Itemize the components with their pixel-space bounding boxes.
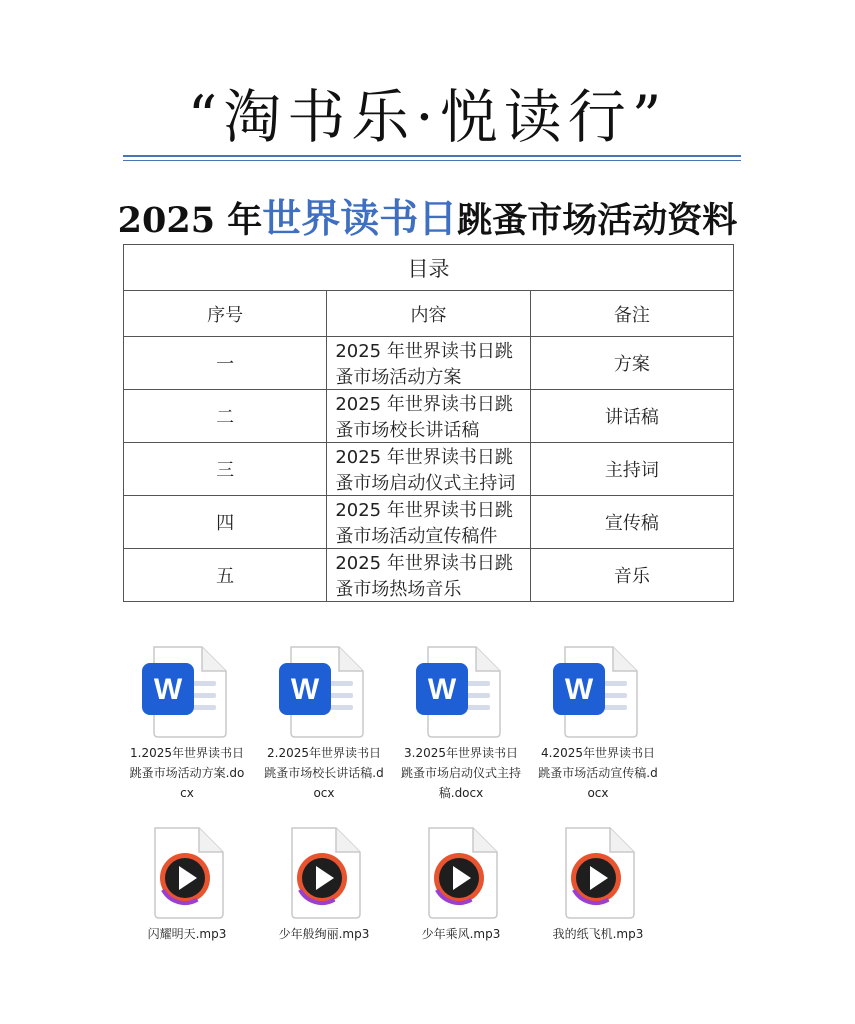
row-note: 音乐 (530, 549, 733, 602)
svg-text:W: W (153, 673, 183, 706)
file-item-docx-1[interactable] (127, 643, 247, 803)
file-item-docx-4[interactable] (538, 643, 658, 803)
header-content: 内容 (327, 291, 530, 337)
title-suffix: 跳蚤市场活动资料 (457, 200, 738, 241)
table-row (124, 337, 734, 390)
toc-table (123, 244, 734, 602)
row-number: 一 (124, 337, 327, 390)
table-row (124, 496, 734, 549)
svg-text:W: W (564, 673, 594, 706)
row-content: 2025 年世界读书日跳蚤市场热场音乐 (327, 549, 530, 602)
row-content: 2025 年世界读书日跳蚤市场活动方案 (327, 337, 530, 390)
row-content: 2025 年世界读书日跳蚤市场活动宣传稿件 (327, 496, 530, 549)
row-note: 方案 (530, 337, 733, 390)
file-name: 闪耀明天.mp3 (147, 927, 227, 941)
title-highlight: 世界读书日 (262, 196, 458, 242)
row-number: 三 (124, 443, 327, 496)
table-row (124, 549, 734, 602)
headline: “淘书乐·悦读行” (187, 83, 668, 151)
title-prefix: 2025 年 (117, 200, 263, 241)
divider-line (123, 155, 741, 157)
file-name: 我的纸飞机.mp3 (552, 927, 644, 941)
file-name: 1.2025年世界读书日跳蚤市场活动方案.docx (129, 746, 245, 800)
file-name: 4.2025年世界读书日跳蚤市场活动宣传稿.docx (538, 746, 658, 800)
file-name: 2.2025年世界读书日跳蚤市场校长讲话稿.docx (264, 746, 384, 800)
file-name: 少年般绚丽.mp3 (278, 927, 370, 941)
row-number: 二 (124, 390, 327, 443)
word-doc-icon (142, 643, 232, 739)
word-doc-icon (279, 643, 369, 739)
row-content: 2025 年世界读书日跳蚤市场校长讲话稿 (327, 390, 530, 443)
header-number: 序号 (124, 291, 327, 337)
svg-text:W: W (427, 673, 457, 706)
divider-line-thin (123, 160, 741, 161)
file-item-mp3-1[interactable] (127, 826, 247, 944)
audio-file-icon (147, 826, 227, 920)
file-item-docx-2[interactable] (264, 643, 384, 803)
row-number: 五 (124, 549, 327, 602)
page-title (0, 188, 855, 244)
row-note: 主持词 (530, 443, 733, 496)
file-item-mp3-2[interactable] (264, 826, 384, 944)
audio-file-icon (558, 826, 638, 920)
file-item-mp3-3[interactable] (401, 826, 521, 944)
file-item-docx-3[interactable] (401, 643, 521, 803)
file-item-mp3-4[interactable] (538, 826, 658, 944)
table-row (124, 390, 734, 443)
table-row (124, 443, 734, 496)
toc-caption: 目录 (124, 245, 734, 291)
word-doc-icon (553, 643, 643, 739)
row-note: 宣传稿 (530, 496, 733, 549)
row-number: 四 (124, 496, 327, 549)
file-name: 少年乘风.mp3 (421, 927, 501, 941)
audio-file-icon (421, 826, 501, 920)
word-doc-icon (416, 643, 506, 739)
file-name: 3.2025年世界读书日跳蚤市场启动仪式主持稿.docx (401, 746, 522, 800)
row-note: 讲话稿 (530, 390, 733, 443)
row-content: 2025 年世界读书日跳蚤市场启动仪式主持词 (327, 443, 530, 496)
header-note: 备注 (530, 291, 733, 337)
svg-text:W: W (290, 673, 320, 706)
audio-file-icon (284, 826, 364, 920)
